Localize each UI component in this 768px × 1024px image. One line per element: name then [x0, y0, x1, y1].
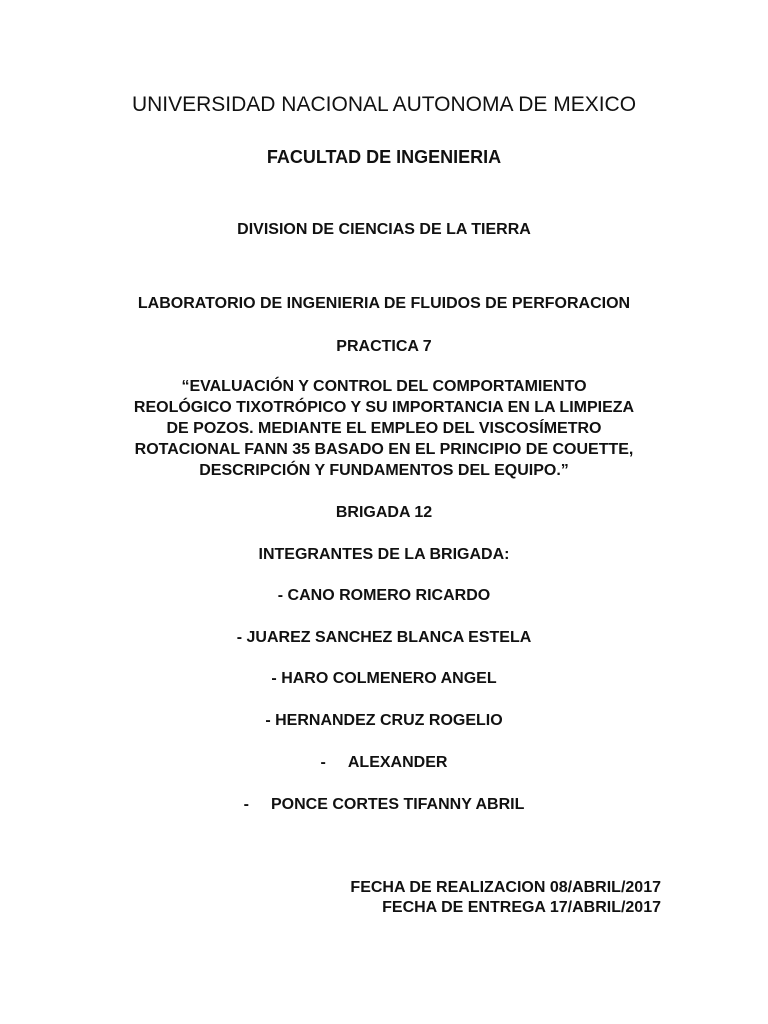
member-item: [0, 711, 768, 731]
member-name: ALEXANDER: [347, 754, 448, 771]
division-name: DIVISION DE CIENCIAS DE LA TIERRA: [237, 221, 531, 238]
members-heading: INTEGRANTES DE LA BRIGADA:: [258, 546, 510, 563]
realization-date: FECHA DE REALIZACION 08/ABRIL/2017: [350, 879, 661, 896]
member-dash: -: [236, 629, 243, 646]
faculty-name: FACULTAD DE INGENIERIA: [266, 147, 502, 167]
member-name: HERNANDEZ CRUZ ROGELIO: [275, 712, 503, 729]
member-name: JUAREZ SANCHEZ BLANCA ESTELA: [246, 629, 532, 646]
member-item: [0, 586, 768, 606]
member-item: [0, 753, 768, 773]
member-name: PONCE CORTES TIFANNY ABRIL: [270, 796, 525, 813]
university-name: UNIVERSIDAD NACIONAL AUTONOMA DE MEXICO: [131, 93, 637, 116]
dates-block: [350, 878, 661, 918]
practice-title: [84, 376, 684, 481]
practice-title-line: DE POZOS. MEDIANTE EL EMPLEO DEL VISCOSÍMETRO: [166, 420, 602, 437]
brigade-name: BRIGADA 12: [335, 504, 433, 521]
practice-title-line: ROTACIONAL FANN 35 BASADO EN EL PRINCIPIO DE COUETTE,: [134, 441, 634, 458]
member-item: [0, 669, 768, 689]
member-item: [0, 628, 768, 648]
delivery-date: FECHA DE ENTREGA 17/ABRIL/2017: [382, 899, 661, 916]
member-dash: -: [277, 587, 284, 604]
member-name: CANO ROMERO RICARDO: [287, 587, 491, 604]
member-item: [0, 795, 768, 815]
practice-title-line: “EVALUACIÓN Y CONTROL DEL COMPORTAMIENTO: [181, 378, 587, 395]
practice-title-line: DESCRIPCIÓN Y FUNDAMENTOS DEL EQUIPO.”: [199, 462, 569, 479]
member-dash: -: [243, 796, 249, 813]
member-dash: -: [271, 670, 277, 687]
practice-number: PRACTICA 7: [336, 338, 432, 355]
member-dash: -: [320, 754, 326, 771]
member-name: HARO COLMENERO ANGEL: [281, 670, 497, 687]
member-dash: -: [265, 712, 271, 729]
practice-title-line: REOLÓGICO TIXOTRÓPICO Y SU IMPORTANCIA EN LA LIMPIEZA: [133, 399, 635, 416]
laboratory-name: LABORATORIO DE INGENIERIA DE FLUIDOS DE PERFORACION: [137, 295, 631, 312]
